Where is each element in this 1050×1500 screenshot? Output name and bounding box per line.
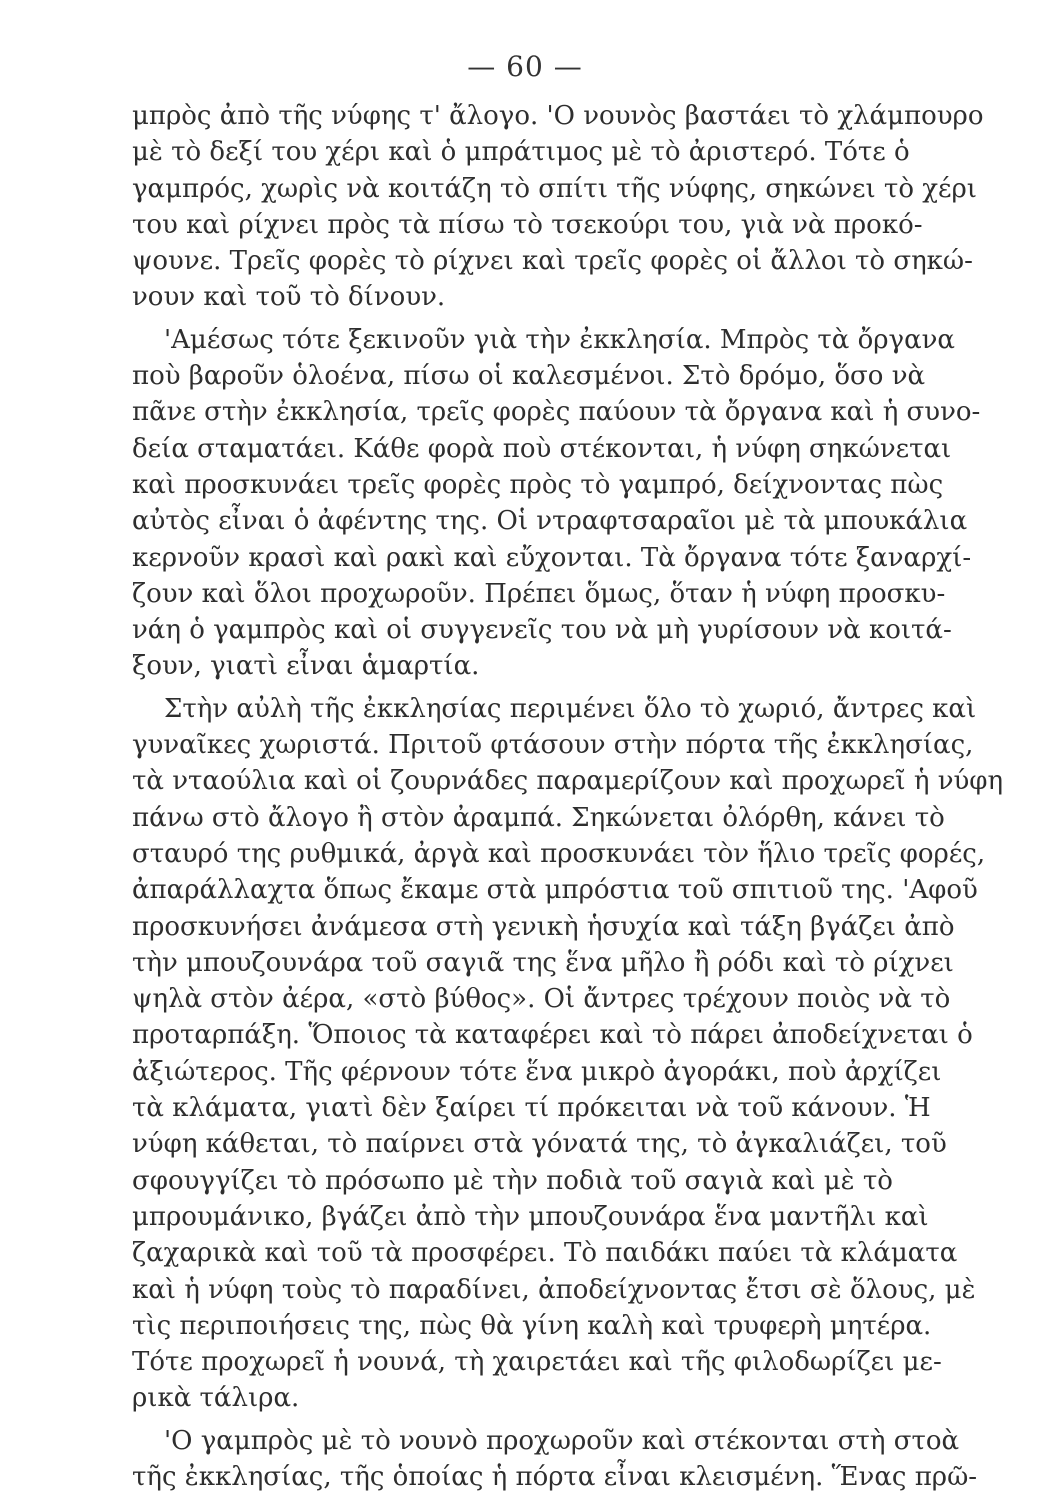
text-line: ἀξιώτερος. Τῆς φέρνουν τότε ἕνα μικρὸ ἀγοράκι, ποὺ ἀρχίζει — [132, 1056, 942, 1087]
text-line: σταυρό της ρυθμικά, ἀργὰ καὶ προσκυνάει τὸν ἥλιο τρεῖς φορές, — [132, 838, 986, 869]
paragraph — [132, 98, 984, 316]
paragraph — [132, 322, 981, 685]
text-line: ἀπαράλλαχτα ὅπως ἔκαμε στὰ μπρόστια τοῦ σπιτιοῦ της. 'Αφοῦ — [132, 875, 978, 906]
text-line: τὰ κλάματα, γιατὶ δὲν ξαίρει τί πρόκειται νὰ τοῦ κάνουν. Ἡ — [132, 1093, 931, 1124]
text-line: σφουγγίζει τὸ πρόσωπο μὲ τὴν ποδιὰ τοῦ σαγιὰ καὶ μὲ τὸ — [132, 1165, 893, 1196]
text-line: ζουν καὶ ὅλοι προχωροῦν. Πρέπει ὅμως, ὅταν ἡ νύφη προσκυ- — [132, 578, 946, 609]
text-line: δεία σταματάει. Κάθε φορὰ ποὺ στέκονται, ἡ νύφη σηκώνεται — [132, 433, 952, 464]
text-line: μπρὸς ἀπὸ τῆς νύφης τ' ἄλογο. 'Ο νουνὸς βαστάει τὸ χλάμπουρο — [132, 101, 984, 131]
paragraph — [132, 691, 1004, 1417]
text-line: ξουν, γιατὶ εἶναι ἁμαρτία. — [132, 651, 480, 682]
text-line: πάνω στὸ ἄλογο ἢ στὸν ἀραμπά. Σηκώνεται ὀλόρθη, κάνει τὸ — [132, 802, 945, 833]
text-line: νουν καὶ τοῦ τὸ δίνουν. — [132, 282, 446, 313]
text-line: τὰ νταούλια καὶ οἱ ζουρνάδες παραμερίζουν καὶ προχωρεῖ ἡ νύφη — [132, 766, 1004, 797]
text-line: μὲ τὸ δεξί του χέρι καὶ ὁ μπράτιμος μὲ τὸ ἀριστερό. Τότε ὁ — [132, 137, 910, 168]
text-line: προσκυνήσει ἀνάμεσα στὴ γενικὴ ἡσυχία καὶ τάξη βγάζει ἀπὸ — [132, 911, 955, 942]
paragraph — [132, 1423, 978, 1496]
text-line: καὶ προσκυνάει τρεῖς φορὲς πρὸς τὸ γαμπρό, δείχνοντας πὼς — [132, 469, 944, 500]
text-line: μπρουμάνικο, βγάζει ἀπὸ τὴν μπουζουνάρα ἕνα μαντῆλι καὶ — [132, 1201, 929, 1232]
text-line: ζαχαρικὰ καὶ τοῦ τὰ προσφέρει. Τὸ παιδάκι παύει τὰ κλάματα — [132, 1238, 958, 1269]
body-text — [132, 98, 1004, 1495]
text-line: του καὶ ρίχνει πρὸς τὰ πίσω τὸ τσεκούρι του, γιὰ νὰ προκό- — [132, 209, 923, 240]
text-line: 'Αμέσως τότε ξεκινοῦν γιὰ τὴν ἐκκλησία. Μπρὸς τὰ ὄργανα — [164, 324, 955, 355]
text-line: 'Ο γαμπρὸς μὲ τὸ νουνὸ προχωροῦν καὶ στέκονται στὴ στοὰ — [164, 1425, 960, 1456]
text-line: τὶς περιποιήσεις της, πὼς θὰ γίνη καλὴ καὶ τρυφερὴ μητέρα. — [132, 1310, 932, 1341]
text-line: Τότε προχωρεῖ ἡ νουνά, τὴ χαιρετάει καὶ τῆς φιλοδωρίζει με- — [132, 1347, 942, 1378]
text-line: τῆς ἐκκλησίας, τῆς ὁποίας ἡ πόρτα εἶναι κλεισμένη. Ἕνας πρῶ- — [132, 1461, 978, 1492]
text-line: ψηλὰ στὸν ἀέρα, «στὸ βύθος». Οἱ ἄντρες τρέχουν ποιὸς νὰ τὸ — [132, 984, 951, 1015]
text-line: αὐτὸς εἶναι ὁ ἀφέντης της. Οἱ ντραφτσαραῖοι μὲ τὰ μπουκάλια — [132, 506, 968, 537]
text-line: νύφη κάθεται, τὸ παίρνει στὰ γόνατά της, τὸ ἀγκαλιάζει, τοῦ — [132, 1129, 947, 1160]
text-line: καὶ ἡ νύφη τοὺς τὸ παραδίνει, ἀποδείχνοντας ἔτσι σὲ ὅλους, μὲ — [132, 1274, 976, 1305]
text-line: νάη ὁ γαμπρὸς καὶ οἱ συγγενεῖς του νὰ μὴ γυρίσουν νὰ κοιτά- — [132, 615, 952, 646]
text-line: ρικὰ τάλιρα. — [132, 1383, 300, 1414]
text-line: γυναῖκες χωριστά. Πριτοῦ φτάσουν στὴν πόρτα τῆς ἐκκλησίας, — [132, 730, 974, 761]
page-number: — 60 — — [467, 50, 583, 83]
text-line: ποὺ βαροῦν ὁλοένα, πίσω οἱ καλεσμένοι. Στὸ δρόμο, ὅσο νὰ — [132, 361, 926, 392]
text-line: γαμπρός, χωρὶς νὰ κοιτάζη τὸ σπίτι τῆς νύφης, σηκώνει τὸ χέρι — [132, 173, 977, 204]
text-line: προταρπάξη. Ὅποιος τὰ καταφέρει καὶ τὸ πάρει ἀποδείχνεται ὁ — [132, 1020, 973, 1051]
text-line: κερνοῦν κρασὶ καὶ ρακὶ καὶ εὔχονται. Τὰ ὄργανα τότε ξαναρχί- — [132, 542, 972, 573]
text-line: ψουνε. Τρεῖς φορὲς τὸ ρίχνει καὶ τρεῖς φορὲς οἱ ἄλλοι τὸ σηκώ- — [132, 246, 973, 277]
text-line: τὴν μπουζουνάρα τοῦ σαγιᾶ της ἕνα μῆλο ἢ ρόδι καὶ τὸ ρίχνει — [132, 947, 954, 978]
text-line: Στὴν αὐλὴ τῆς ἐκκλησίας περιμένει ὅλο τὸ χωριό, ἄντρες καὶ — [164, 693, 977, 724]
text-line: πᾶνε στὴν ἐκκλησία, τρεῖς φορὲς παύουν τὰ ὄργανα καὶ ἡ συνο- — [132, 397, 981, 428]
